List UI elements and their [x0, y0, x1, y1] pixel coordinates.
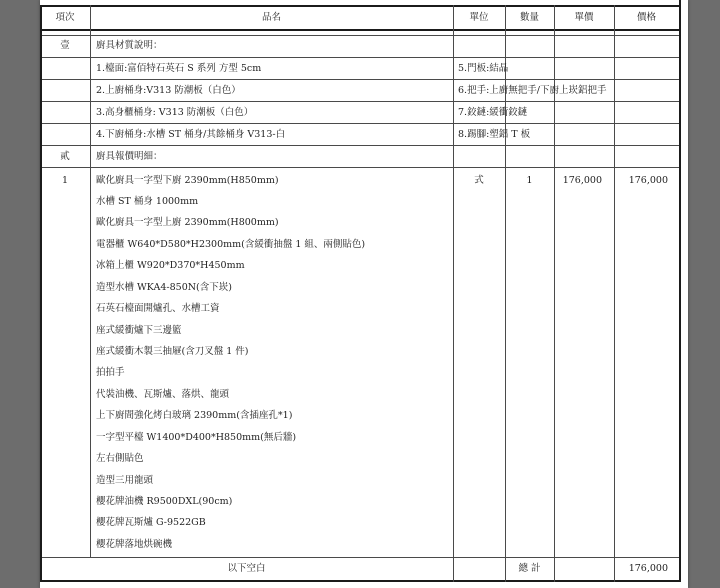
total-label: 總 計 — [518, 563, 541, 574]
section1-title: 廚具材質說明： — [96, 40, 163, 51]
header-price: 價格 — [636, 12, 656, 23]
blank-below-note: 以下空白 — [227, 563, 266, 574]
row-divider — [40, 557, 679, 558]
item1-line: 電器櫃 W640*D580*H2300mm(含緩衝抽盤 1 組、兩側貼色) — [96, 239, 366, 250]
item1-unit: 式 — [474, 175, 484, 186]
item1-line: 櫻花牌落地烘碗機 — [96, 539, 173, 550]
spec-left-3: 3.高身櫃桶身: V313 防潮板（白色） — [96, 107, 254, 118]
item1-line: 櫻花牌瓦斯爐 G-9522GB — [96, 517, 206, 528]
header-item: 項次 — [55, 12, 75, 23]
column-divider — [614, 5, 615, 582]
header-unit: 單位 — [469, 12, 489, 23]
spec-right-8: 8.踢腳:塑鋁 T 板 — [458, 129, 531, 140]
item1-line: 座式緩衝爐下三邊籃 — [96, 325, 182, 336]
item1-line: 座式緩衝木製三抽屜(含刀叉盤 1 件) — [96, 346, 249, 357]
total-value: 176,000 — [628, 563, 668, 574]
item1-line: 上下廚間強化烤白玻璃 2390mm(含插座孔*1) — [96, 410, 293, 421]
header-qty: 數量 — [519, 12, 539, 23]
section1-number: 壹 — [60, 40, 70, 51]
spec-left-4: 4.下廚桶身:水槽 ST 桶身/其餘桶身 V313-白 — [96, 129, 286, 140]
header-name: 品名 — [261, 12, 281, 23]
item1-qty: 1 — [526, 175, 533, 186]
row-divider — [40, 79, 679, 80]
header-unit-price: 單價 — [574, 12, 594, 23]
row-divider — [40, 57, 679, 58]
item1-line: 一字型平檯 W1400*D400*H850mm(無后牆) — [96, 432, 297, 443]
item1-line: 造型三用龍頭 — [96, 475, 154, 486]
item1-price: 176,000 — [628, 175, 668, 186]
spec-left-2: 2.上廚桶身:V313 防潮板（白色） — [96, 85, 241, 96]
table-top-border — [40, 5, 679, 7]
item1-line: 歐化廚具一字型下廚 2390mm(H850mm) — [96, 175, 279, 186]
item1-line: 冰箱上櫃 W920*D370*H450mm — [96, 260, 245, 271]
item1-line: 櫻花牌油機 R9500DXL(90cm) — [96, 496, 233, 507]
table-left-border — [40, 5, 42, 582]
row-divider — [40, 145, 679, 146]
row-divider — [40, 123, 679, 124]
item1-line: 石英石檯面開爐孔、水槽工資 — [96, 303, 220, 314]
header-bottom-border — [40, 29, 679, 31]
spec-left-1: 1.檯面:富佰特石英石 S 系列 方型 5cm — [96, 63, 262, 74]
spec-right-5: 5.門板:結晶 — [458, 63, 509, 74]
row-divider — [40, 35, 679, 36]
item1-line: 左右側貼色 — [96, 453, 144, 464]
spec-right-7: 7.鉸鏈:緩衝鉸鏈 — [458, 107, 528, 118]
quotation-table — [40, 0, 681, 582]
item1-line: 水槽 ST 桶身 1000mm — [96, 196, 199, 207]
item1-line: 造型水槽 WKA4-850N(含下崁) — [96, 282, 232, 293]
column-divider — [90, 5, 91, 558]
column-divider — [453, 5, 454, 582]
spec-right-6: 6.把手:上廚無把手/下廚上崁鋁把手 — [458, 85, 607, 96]
row-divider — [40, 167, 679, 168]
item1-line: 歐化廚具一字型上廚 2390mm(H800mm) — [96, 217, 279, 228]
item1-unit-price: 176,000 — [562, 175, 602, 186]
document-page — [40, 0, 688, 588]
item1-number: 1 — [61, 175, 69, 186]
row-divider — [40, 101, 679, 102]
section2-title: 廚具報價明細： — [96, 151, 163, 162]
item1-line: 拍拍手 — [96, 367, 125, 378]
section2-number: 貳 — [60, 151, 70, 162]
item1-line: 代裝油機、瓦斯爐、落烘、龍頭 — [96, 389, 230, 400]
